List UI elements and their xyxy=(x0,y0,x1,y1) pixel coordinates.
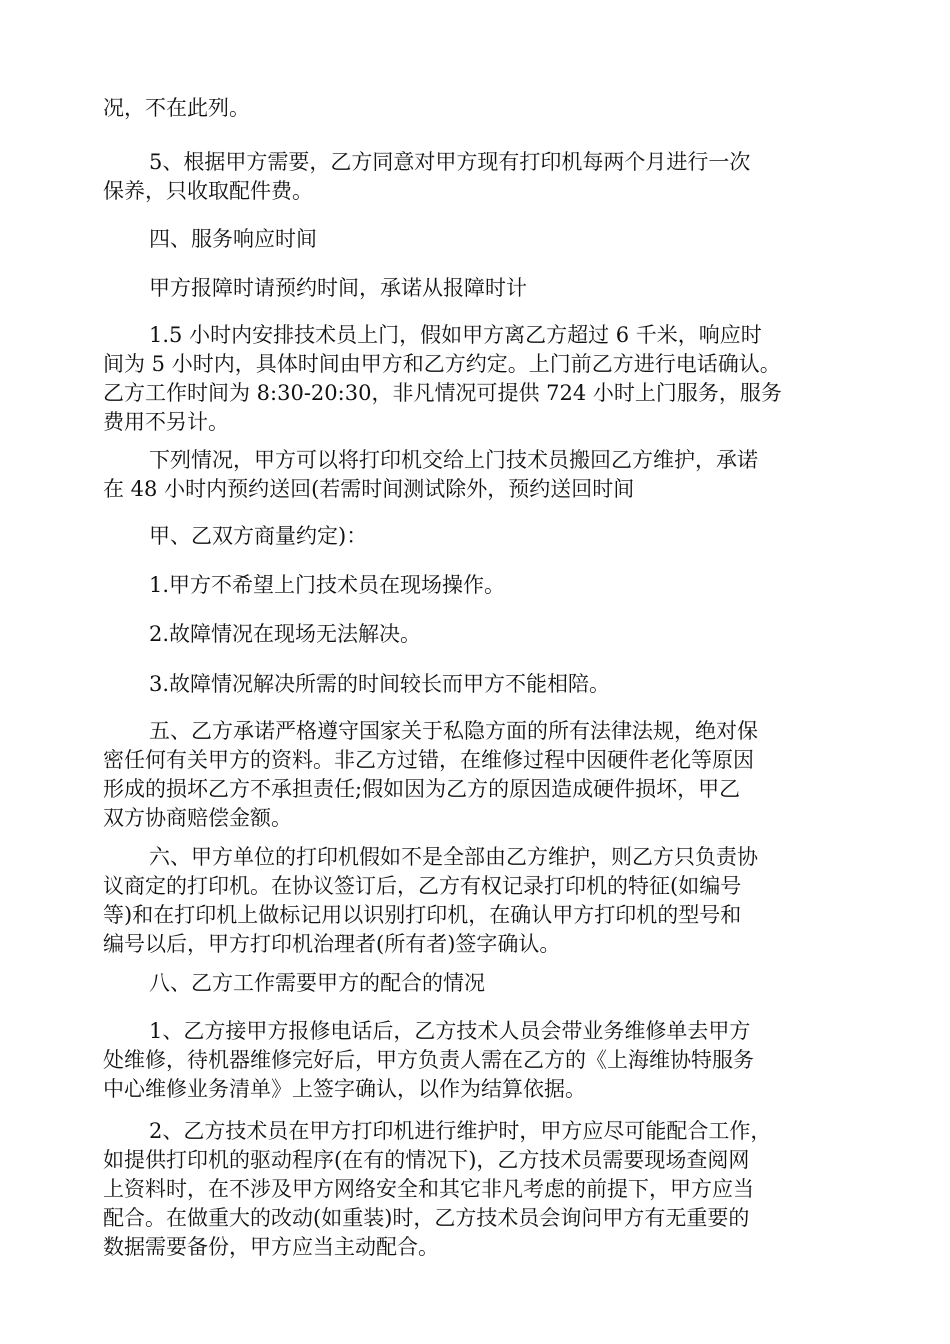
paragraph xyxy=(103,321,863,437)
text-line: 5、根据甲方需要，乙方同意对甲方现有打印机每两个月进行一次 xyxy=(149,150,751,174)
text-line: 甲、乙双方商量约定)： xyxy=(149,524,368,548)
paragraph xyxy=(103,1017,863,1104)
text-line: 编号以后，甲方打印机治理者(所有者)签字确认。 xyxy=(103,932,561,956)
text-line: 双方协商赔偿金额。 xyxy=(103,806,292,830)
list-item xyxy=(103,620,863,649)
text-line: 八、乙方工作需要甲方的配合的情况 xyxy=(149,971,485,995)
text-line: 况，不在此列。 xyxy=(103,96,250,120)
text-line: 1.甲方不希望上门技术员在现场操作。 xyxy=(149,573,506,597)
section-heading xyxy=(103,225,863,254)
text-line: 甲方报障时请预约时间，承诺从报障时计 xyxy=(149,276,527,300)
text-line: 间为 5 小时内，具体时间由甲方和乙方约定。上门前乙方进行电话确认。 xyxy=(103,352,781,376)
text-line: 中心维修业务清单》上签字确认，以作为结算依据。 xyxy=(103,1077,586,1101)
paragraph xyxy=(103,843,863,959)
text-line: 费用不另计。 xyxy=(103,410,229,434)
text-line: 如提供打印机的驱动程序(在有的情况下)，乙方技术员需要现场查阅网 xyxy=(103,1148,750,1172)
text-line: 2.故障情况在现场无法解决。 xyxy=(149,622,422,646)
text-line: 密任何有关甲方的资料。非乙方过错，在维修过程中因硬件老化等原因 xyxy=(103,748,754,772)
text-line: 乙方工作时间为 8:30-20:30，非凡情况可提供 724 小时上门服务，服务 xyxy=(103,381,782,405)
text-line: 数据需要备份，甲方应当主动配合。 xyxy=(103,1235,439,1259)
text-line: 四、服务响应时间 xyxy=(149,227,317,251)
text-line: 在 48 小时内预约送回(若需时间测试除外，预约送回时间 xyxy=(103,477,635,501)
text-line: 五、乙方承诺严格遵守国家关于私隐方面的所有法律法规，绝对保 xyxy=(149,719,758,743)
paragraph xyxy=(103,522,863,551)
paragraph xyxy=(103,717,863,833)
text-line: 1.5 小时内安排技术员上门，假如甲方离乙方超过 6 千米，响应时 xyxy=(149,323,762,347)
list-item xyxy=(103,571,863,600)
text-line: 2、乙方技术员在甲方打印机进行维护时，甲方应尽可能配合工作， xyxy=(149,1119,772,1143)
text-line: 等)和在打印机上做标记用以识别打印机，在确认甲方打印机的型号和 xyxy=(103,903,742,927)
text-line: 六、甲方单位的打印机假如不是全部由乙方维护，则乙方只负责协 xyxy=(149,845,758,869)
section-heading xyxy=(103,969,863,998)
text-line: 保养，只收取配件费。 xyxy=(103,179,313,203)
text-line: 议商定的打印机。在协议签订后，乙方有权记录打印机的特征(如编号 xyxy=(103,874,742,898)
list-item xyxy=(103,670,863,699)
text-line: 处维修，待机器维修完好后，甲方负责人需在乙方的《上海维协特服务 xyxy=(103,1048,754,1072)
paragraph xyxy=(103,148,863,206)
paragraph xyxy=(103,274,863,303)
paragraph xyxy=(103,446,863,504)
text-line: 形成的损坏乙方不承担责任;假如因为乙方的原因造成硬件损坏，甲乙 xyxy=(103,777,741,801)
text-line: 3.故障情况解决所需的时间较长而甲方不能相陪。 xyxy=(149,672,611,696)
text-line: 下列情况，甲方可以将打印机交给上门技术员搬回乙方维护，承诺 xyxy=(149,448,758,472)
paragraph xyxy=(103,94,863,123)
text-line: 1、乙方接甲方报修电话后，乙方技术人员会带业务维修单去甲方 xyxy=(149,1019,751,1043)
paragraph xyxy=(103,1117,863,1262)
text-line: 配合。在做重大的改动(如重装)时，乙方技术员会询问甲方有无重要的 xyxy=(103,1206,750,1230)
text-line: 上资料时，在不涉及甲方网络安全和其它非凡考虑的前提下，甲方应当 xyxy=(103,1177,754,1201)
